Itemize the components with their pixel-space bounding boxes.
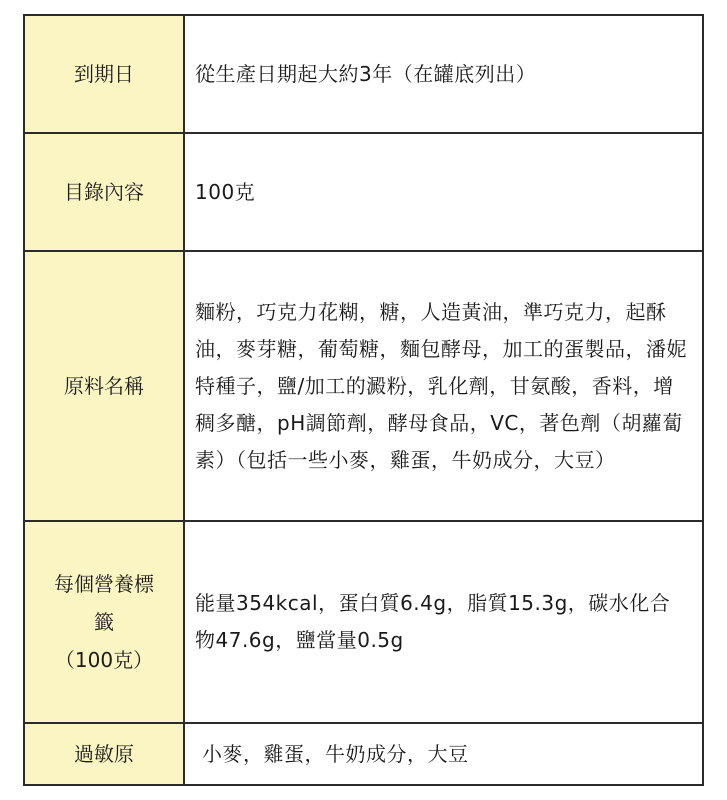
product-spec-table [23, 14, 704, 786]
ingredients-row [24, 251, 703, 521]
nutrition-label [24, 521, 184, 723]
nutrition-label-line-1: 每個營養標 [54, 572, 154, 596]
allergen-label [24, 723, 184, 785]
nutrition-row [24, 521, 703, 723]
ingredients-label [24, 251, 184, 521]
expiry-label [24, 15, 184, 133]
contents-label-text: 目錄內容 [64, 180, 144, 204]
allergen-row [24, 723, 703, 785]
ingredients-label-text: 原料名稱 [64, 374, 144, 398]
expiry-label-text: 到期日 [74, 62, 134, 86]
contents-row [24, 133, 703, 251]
nutrition-value: 能量354kcal，蛋白質6.4g，脂質15.3g，碳水化合物47.6g，鹽當量0.5g [184, 521, 703, 723]
expiry-value: 從生產日期起大約3年（在罐底列出） [184, 15, 703, 133]
allergen-label-text: 過敏原 [74, 742, 134, 766]
ingredients-value: 麵粉，巧克力花糊，糖，人造黃油，準巧克力，起酥油，麥芽糖，葡萄糖，麵包酵母，加工的蛋製品，潘妮特種子，鹽/加工的澱粉，乳化劑，甘氨酸，香料，增稠多醣，pH調節劑，酵母食品，VC，著色劑（胡蘿蔔素）（包括一些小麥，雞蛋，牛奶成分，大豆） [184, 251, 703, 521]
nutrition-label-line-3: （100克） [54, 648, 154, 672]
contents-label [24, 133, 184, 251]
allergen-value: 小麥，雞蛋，牛奶成分，大豆 [184, 723, 703, 785]
contents-value: 100克 [184, 133, 703, 251]
expiry-row [24, 15, 703, 133]
nutrition-label-line-2: 籤 [94, 610, 114, 634]
